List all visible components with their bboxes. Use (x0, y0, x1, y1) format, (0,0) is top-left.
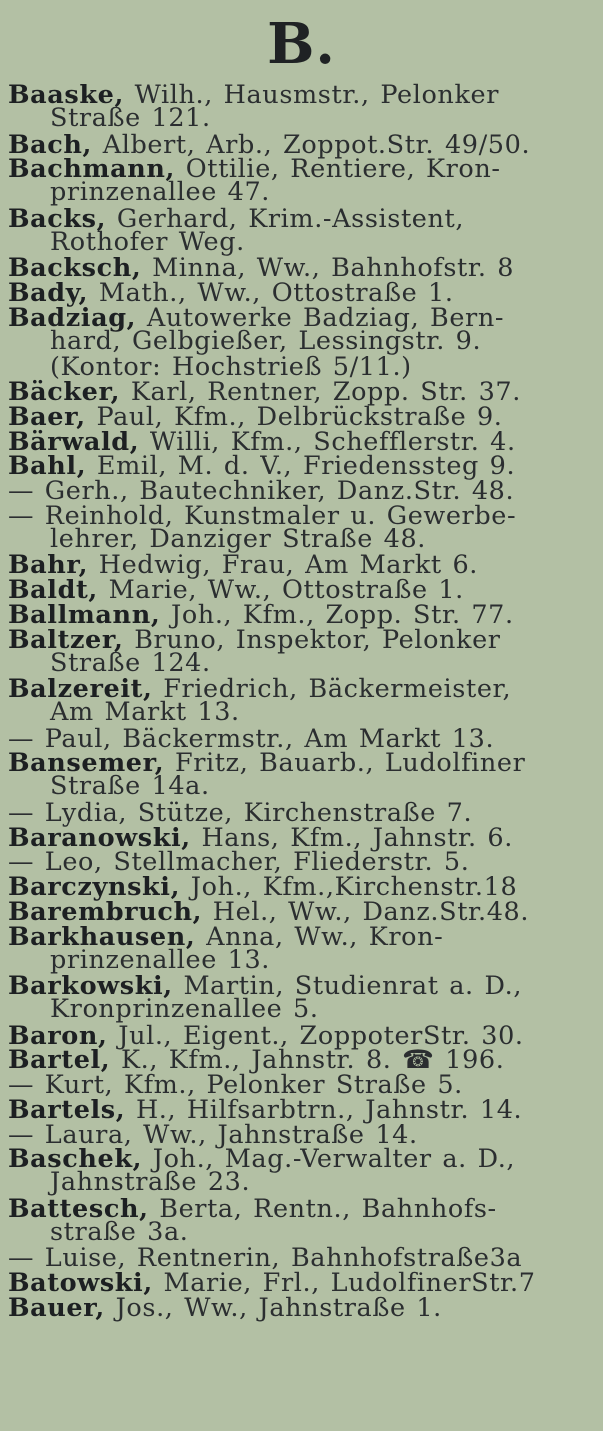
entry-details: Berta, Rentn., Bahnhofs- (148, 1193, 497, 1224)
entry-name: Bäcker, (8, 377, 121, 407)
entry-continuation: Am Markt 13. (50, 697, 240, 727)
entry-name: Baldt, (8, 575, 98, 605)
entry-details: Martin, Studienrat a. D., (172, 971, 523, 1001)
entry-continuation: Straße 14a. (50, 771, 210, 802)
directory-entry (8, 80, 598, 133)
directory-entry (8, 797, 598, 828)
entry-name: Badziag, (8, 302, 137, 333)
entry-name: Battesch, (8, 1193, 149, 1224)
entry-details: Joh., Mag.-Verwalter a. D., (142, 1144, 516, 1175)
entry-details: — Lydia, Stütze, Kirchenstraße 7. (8, 797, 473, 828)
directory-entry (8, 377, 598, 407)
entry-name: Bady, (8, 278, 89, 308)
entry-details: Emil, M. d. V., Friedenssteg 9. (86, 451, 516, 482)
entry-continuation: Straße 124. (50, 647, 211, 678)
directory-entry (8, 476, 598, 506)
entry-details: — Kurt, Kfm., Pelonker Straße 5. (8, 1070, 463, 1100)
entry-continuation: straße 3a. (50, 1216, 189, 1247)
entry-name: Baranowski, (8, 822, 191, 853)
entry-details: Wilh., Hausmstr., Pelonker (123, 80, 499, 110)
entry-details: Joh., Kfm.,Kirchenstr.18 (180, 872, 518, 902)
entry-details: — Laura, Ww., Jahnstraße 14. (8, 1119, 418, 1150)
entry-continuation: (Kontor: Hochstrieß 5/11.) (50, 352, 412, 383)
entry-details: — Leo, Stellmacher, Fliederstr. 5. (8, 847, 470, 878)
directory-entry (8, 278, 598, 308)
directory-entry (8, 971, 598, 1024)
entry-details: Joh., Kfm., Zopp. Str. 77. (160, 599, 514, 630)
entry-continuation: hard, Gelbgießer, Lessingstr. 9. (50, 325, 482, 356)
entry-name: Bach, (8, 129, 93, 160)
entry-name: Backs, (8, 203, 107, 234)
entry-details: Willi, Kfm., Schefflerstr. 4. (139, 426, 516, 457)
entry-name: Barkhausen, (8, 921, 196, 952)
directory-entry (8, 822, 598, 853)
entry-details: — Luise, Rentnerin, Bahnhofstraße3a (8, 1243, 523, 1274)
directory-entry (8, 1193, 598, 1247)
directory-entry (8, 872, 598, 902)
directory-entry (8, 451, 598, 482)
entry-details: Gerhard, Krim.-Assistent, (106, 203, 465, 234)
directory-entry (8, 599, 598, 630)
entry-continuation: prinzenallee 47. (50, 177, 270, 208)
entry-details: Fritz, Bauarb., Ludolfiner (164, 748, 526, 779)
entry-details: Hel., Ww., Danz.Str.48. (202, 896, 530, 927)
directory-entry (8, 500, 598, 554)
entry-details: Jos., Ww., Jahnstraße 1. (104, 1292, 442, 1323)
entry-details: K., Kfm., Jahnstr. 8. ☎ 196. (110, 1045, 505, 1076)
directory-entry (8, 253, 598, 284)
directory-entry (8, 203, 598, 257)
entry-details: Hans, Kfm., Jahnstr. 6. (190, 822, 513, 853)
entry-details: Albert, Arb., Zoppot.Str. 49/50. (92, 129, 531, 160)
directory-entry (8, 575, 598, 605)
directory-entry (8, 1094, 598, 1125)
entry-details: — Gerh., Bautechniker, Danz.Str. 48. (8, 476, 515, 506)
entry-name: Backsch, (8, 253, 142, 284)
section-heading: B. (267, 11, 336, 77)
entry-name: Balzereit, (8, 674, 153, 704)
entry-name: Bahl, (8, 451, 87, 482)
entry-name: Baaske, (8, 80, 124, 110)
directory-entry (8, 1070, 598, 1100)
entry-name: Barembruch, (8, 896, 203, 927)
entry-details: Ottilie, Rentiere, Kron- (175, 154, 501, 185)
entry-details: Minna, Ww., Bahnhofstr. 8 (141, 253, 515, 284)
entry-name: Bauer, (8, 1292, 105, 1323)
directory-entry (8, 129, 598, 160)
directory-entry (8, 847, 598, 878)
directory-entry (8, 1119, 598, 1150)
entry-name: Ballmann, (8, 599, 161, 630)
entry-details: Jul., Eigent., ZoppoterStr. 30. (107, 1020, 524, 1051)
entry-name: Baschek, (8, 1144, 143, 1175)
entry-name: Bahr, (8, 550, 89, 581)
entry-details: Anna, Ww., Kron- (195, 921, 444, 952)
entry-details: Math., Ww., Ottostraße 1. (88, 278, 454, 308)
directory-entry (8, 154, 598, 208)
entry-details: — Reinhold, Kunstmaler u. Gewerbe- (8, 500, 517, 531)
directory-entry (8, 921, 598, 975)
entry-continuation: Rothofer Weg. (50, 226, 245, 257)
entry-continuation: Straße 121. (50, 103, 211, 133)
directory-entry (8, 1144, 598, 1198)
directory-entry (8, 1243, 598, 1274)
entry-details: Friedrich, Bäckermeister, (152, 674, 512, 704)
entry-name: Batowski, (8, 1268, 153, 1298)
entry-details: Bruno, Inspektor, Pelonker (123, 624, 501, 655)
entry-name: Baron, (8, 1020, 108, 1051)
entry-details: Marie, Ww., Ottostraße 1. (97, 575, 464, 605)
directory-entry (8, 401, 598, 432)
entry-name: Barkowski, (8, 971, 173, 1001)
directory-entry (8, 624, 598, 678)
directory-entry (8, 748, 598, 802)
entry-details: Marie, Frl., LudolfinerStr.7 (152, 1268, 536, 1298)
directory-entry (8, 723, 598, 754)
directory-entry (8, 352, 598, 383)
entry-name: Baltzer, (8, 624, 124, 655)
entry-continuation: Jahnstraße 23. (50, 1167, 251, 1198)
entry-name: Bansemer, (8, 748, 165, 779)
entry-name: Bartels, (8, 1094, 126, 1125)
entry-name: Bärwald, (8, 426, 140, 457)
directory-entry (8, 1045, 598, 1076)
entry-name: Barczynski, (8, 872, 181, 902)
directory-entry (8, 426, 598, 457)
entry-name: Baer, (8, 401, 86, 432)
entry-details: Karl, Rentner, Zopp. Str. 37. (120, 377, 521, 407)
directory-entry (8, 674, 598, 727)
directory-entry (8, 1292, 598, 1323)
entry-continuation: lehrer, Danziger Straße 48. (50, 523, 427, 554)
entry-name: Bartel, (8, 1045, 111, 1076)
entry-details: Hedwig, Frau, Am Markt 6. (88, 550, 479, 581)
entry-name: Bachmann, (8, 154, 176, 185)
entry-details: Autowerke Badziag, Bern- (136, 302, 505, 333)
entry-details: H., Hilfsarbtrn., Jahnstr. 14. (125, 1094, 523, 1125)
directory-entry (8, 896, 598, 927)
directory-entry (8, 1268, 598, 1298)
entry-details: — Paul, Bäckermstr., Am Markt 13. (8, 723, 495, 754)
directory-entry (8, 1020, 598, 1051)
entry-continuation: prinzenallee 13. (50, 944, 270, 975)
directory-entry (8, 550, 598, 581)
directory-entry (8, 302, 598, 356)
entry-continuation: Kronprinzenallee 5. (50, 994, 319, 1024)
entry-details: Paul, Kfm., Delbrückstraße 9. (85, 401, 503, 432)
